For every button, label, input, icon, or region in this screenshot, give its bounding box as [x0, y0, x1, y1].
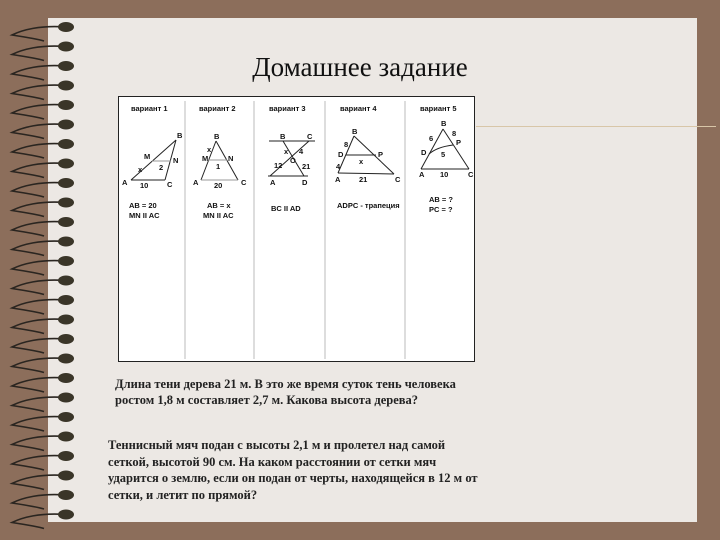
segment-label: x	[138, 165, 143, 174]
spiral-wire	[12, 144, 66, 158]
condition: PC = ?	[429, 205, 453, 214]
spiral-wire	[12, 27, 66, 41]
spiral-hole	[58, 354, 74, 364]
segment-label: 21	[302, 162, 311, 171]
variant-title: вариант 4	[340, 104, 377, 113]
spiral-wire	[12, 124, 66, 138]
spiral-hole	[58, 451, 74, 461]
segment-label: 4	[336, 162, 341, 171]
segment-label: 1	[216, 162, 221, 171]
vertex-label: A	[419, 170, 425, 179]
vertex-label: B	[177, 131, 183, 140]
spiral-wire	[12, 222, 66, 236]
geometry-variants-table	[118, 96, 475, 362]
spiral-hole	[58, 315, 74, 325]
spiral-wire	[12, 105, 66, 119]
condition: ADPC - трапеция	[337, 201, 400, 210]
segment-label: 10	[140, 181, 149, 190]
spiral-wire	[12, 495, 66, 509]
segment-label: 12	[274, 161, 283, 170]
vertex-label: O	[290, 156, 296, 165]
vertex-label: P	[456, 138, 462, 147]
segment-label: 2	[159, 163, 164, 172]
divider-line	[476, 126, 716, 127]
spiral-hole	[58, 139, 74, 149]
spiral-hole	[58, 237, 74, 247]
spiral-wire	[12, 183, 66, 197]
condition: MN II AC	[129, 211, 160, 220]
vertex-label: B	[214, 132, 220, 141]
vertex-label: B	[441, 119, 447, 128]
spiral-wire	[12, 261, 66, 275]
spiral-wire	[12, 514, 66, 528]
vertex-label: B	[280, 132, 286, 141]
spiral-hole	[58, 295, 74, 305]
spiral-hole	[58, 178, 74, 188]
spiral-wire	[12, 358, 66, 372]
segment-label: 6	[429, 134, 434, 143]
segment-label: x	[359, 157, 364, 166]
spiral-hole	[58, 393, 74, 403]
condition: AB = ?	[429, 195, 453, 204]
spiral-hole	[58, 159, 74, 169]
spiral-hole	[58, 412, 74, 422]
vertex-label: D	[338, 150, 344, 159]
vertex-label: C	[395, 175, 401, 184]
spiral-wire	[12, 397, 66, 411]
variant-2	[193, 104, 247, 220]
page-title: Домашнее задание	[252, 52, 468, 82]
spiral-hole	[58, 198, 74, 208]
vertex-label: A	[193, 178, 199, 187]
vertex-label: C	[468, 170, 474, 179]
vertex-label: P	[378, 150, 384, 159]
spiral-wire	[12, 241, 66, 255]
segment-label: 10	[440, 170, 449, 179]
variant-5	[419, 104, 474, 214]
segment-label: x	[207, 145, 212, 154]
problem-tree-shadow: Длина тени дерева 21 м. В это же время суток тень человека ростом 1,8 м составляет 2,7 м. Какова высота дерева?	[115, 377, 456, 407]
segment-label: 4	[299, 147, 304, 156]
segment-label: 21	[359, 175, 368, 184]
spiral-wire	[12, 378, 66, 392]
variant-title: вариант 3	[269, 104, 306, 113]
spiral-hole	[58, 373, 74, 383]
spiral-wire	[12, 475, 66, 489]
condition: AB = x	[207, 201, 231, 210]
spiral-wire	[12, 339, 66, 353]
spiral-hole	[58, 276, 74, 286]
variant-4	[335, 104, 401, 210]
condition: MN II AC	[203, 211, 234, 220]
spiral-hole	[58, 42, 74, 52]
vertex-label: B	[352, 127, 358, 136]
spiral-hole	[58, 256, 74, 266]
vertex-label: D	[302, 178, 308, 187]
spiral-hole	[58, 432, 74, 442]
vertex-label: N	[228, 154, 234, 163]
spiral-wire	[12, 300, 66, 314]
variant-title: вариант 1	[131, 104, 168, 113]
spiral-hole	[58, 334, 74, 344]
spiral-wire	[12, 436, 66, 450]
vertex-label: N	[173, 156, 179, 165]
segment-label: 5	[441, 150, 446, 159]
spiral-hole	[58, 120, 74, 130]
vertex-label: A	[335, 175, 341, 184]
condition: AB = 20	[129, 201, 157, 210]
spiral-wire	[12, 280, 66, 294]
spiral-wire	[12, 163, 66, 177]
spiral-hole	[58, 510, 74, 520]
spiral-hole	[58, 22, 74, 32]
variant-title: вариант 5	[420, 104, 457, 113]
spiral-wire	[12, 319, 66, 333]
triangle-diagram	[131, 140, 179, 180]
problem-tennis-ball: Теннисный мяч подан с высоты 2,1 м и пролетел над самой сеткой, высотой 90 см. На каком расстоянии от сетки мяч ударится о землю, если он подан от черты, находящейся в 12 м от сетки, и летит по прямой?	[108, 438, 478, 502]
vertex-label: C	[241, 178, 247, 187]
spiral-wire	[12, 202, 66, 216]
spiral-hole	[58, 490, 74, 500]
vertex-label: C	[167, 180, 173, 189]
vertex-label: A	[270, 178, 276, 187]
vertex-label: M	[144, 152, 151, 161]
segment-label: 20	[214, 181, 223, 190]
spiral-wire	[12, 417, 66, 431]
segment-label: x	[284, 147, 289, 156]
spiral-wire	[12, 456, 66, 470]
spiral-hole	[58, 471, 74, 481]
variant-3	[268, 104, 315, 213]
vertex-label: D	[421, 148, 427, 157]
spiral-wire	[12, 85, 66, 99]
condition: BC II AD	[271, 204, 301, 213]
segment-label: 8	[452, 129, 457, 138]
spiral-hole	[58, 100, 74, 110]
vertex-label: M	[202, 154, 209, 163]
vertex-label: C	[307, 132, 313, 141]
spiral-hole	[58, 217, 74, 227]
vertex-label: A	[122, 178, 128, 187]
variant-title: вариант 2	[199, 104, 236, 113]
segment-label: 8	[344, 140, 349, 149]
variant-1	[122, 104, 183, 220]
